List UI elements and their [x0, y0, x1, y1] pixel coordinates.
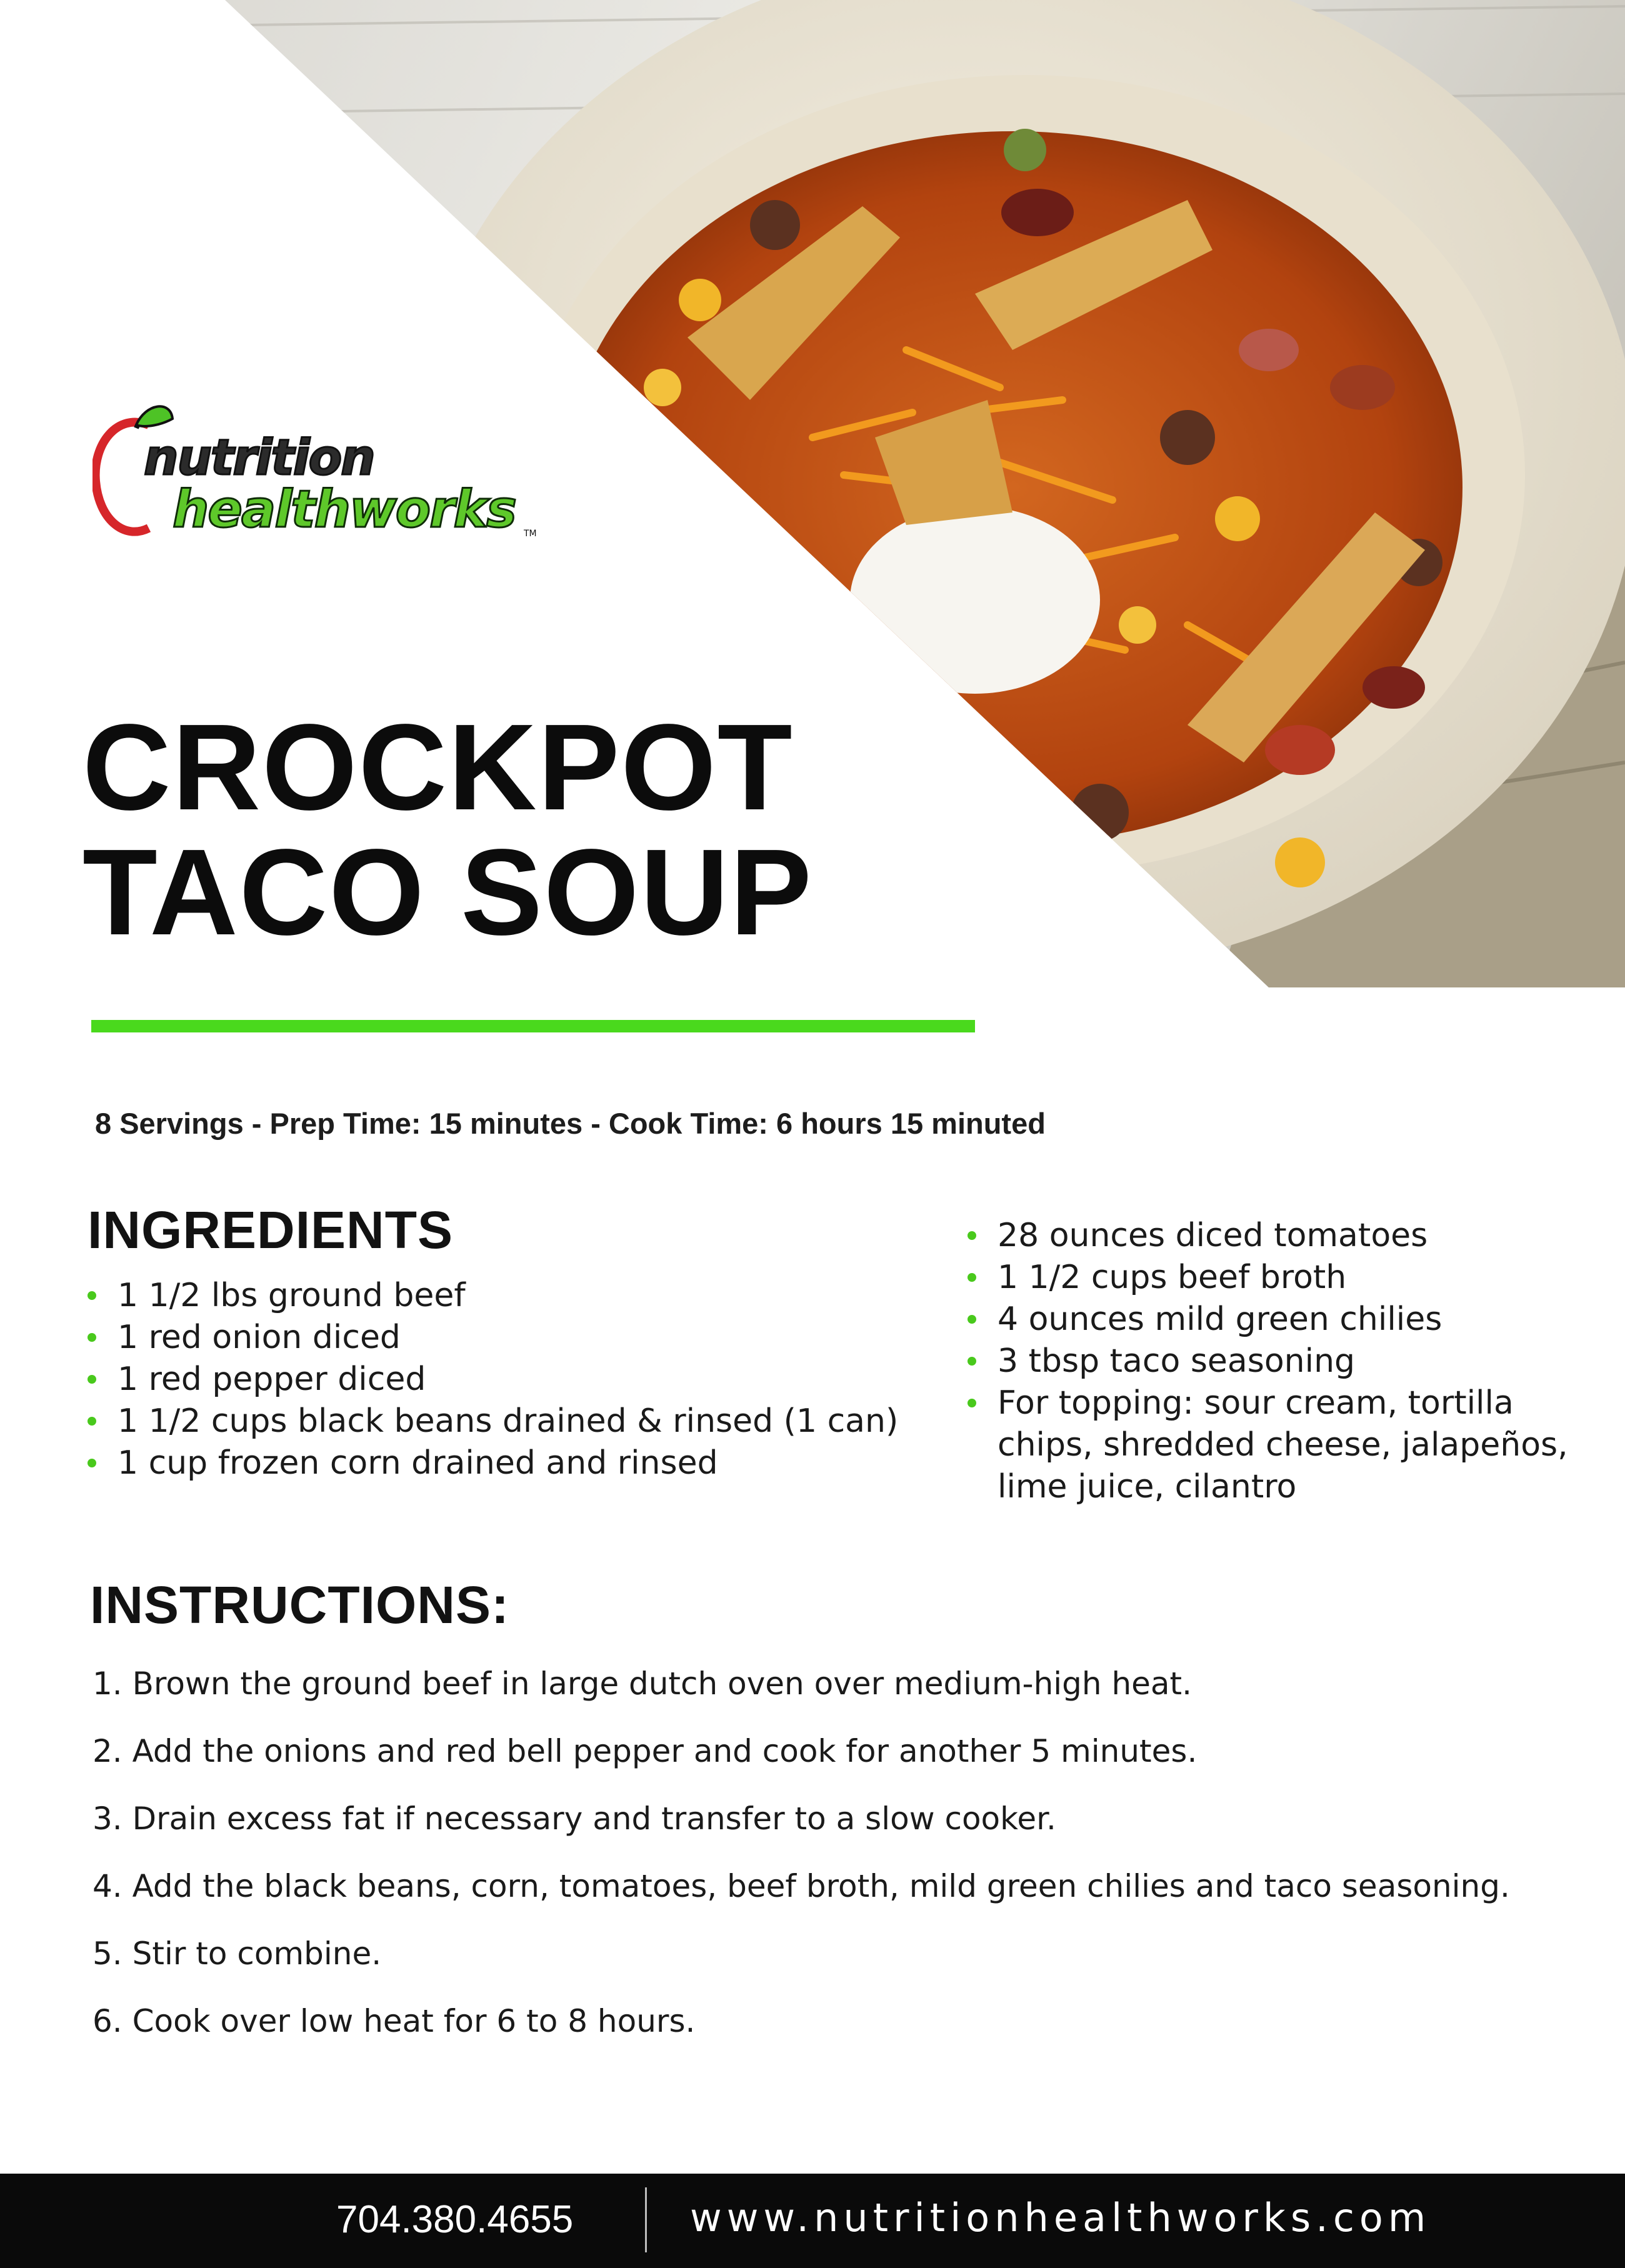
website-link[interactable]: www.nutritionhealthworks.com	[690, 2195, 1431, 2241]
footer-divider	[645, 2187, 647, 2252]
recipe-title-line1: CROCKPOT	[82, 699, 794, 836]
instruction-step: 4. Add the black beans, corn, tomatoes, beef broth, mild green chilies and taco seasoning.	[92, 1868, 1510, 1904]
footer-bar	[0, 2174, 1625, 2268]
recipe-title-line2: TACO SOUP	[82, 824, 813, 961]
recipe-meta: 8 Servings - Prep Time: 15 minutes - Cook Time: 6 hours 15 minuted	[95, 1107, 1046, 1140]
logo-word-nutrition: nutrition	[144, 430, 374, 486]
ingredient-item: 1 1/2 cups black beans drained & rinsed (1 can)	[88, 1401, 975, 1442]
recipe-title	[82, 699, 813, 961]
ingredient-item: For topping: sour cream, tortilla chips, shredded cheese, jalapeños, lime juice, cilantro	[968, 1382, 1605, 1508]
instruction-step: 1. Brown the ground beef in large dutch oven over medium-high heat.	[92, 1666, 1192, 1702]
ingredients-heading: INGREDIENTS	[88, 1201, 454, 1259]
instruction-step: 3. Drain excess fat if necessary and transfer to a slow cooker.	[92, 1801, 1056, 1837]
phone-number[interactable]: 704.380.4655	[336, 2198, 574, 2241]
ingredient-item: 28 ounces diced tomatoes	[968, 1215, 1605, 1257]
instructions-list	[92, 1666, 1568, 2071]
trademark-mark: TM	[524, 529, 537, 539]
instruction-step: 6. Cook over low heat for 6 to 8 hours.	[92, 2003, 696, 2039]
ingredient-item: 4 ounces mild green chilies	[968, 1299, 1605, 1341]
logo-word-healthworks: healthworks	[172, 480, 516, 539]
ingredient-item: 3 tbsp taco seasoning	[968, 1341, 1605, 1382]
ingredient-item: 1 1/2 lbs ground beef	[88, 1275, 975, 1317]
instruction-step: 5. Stir to combine.	[92, 1936, 382, 1972]
ingredients-list-left	[88, 1275, 975, 1484]
ingredient-item: 1 red pepper diced	[88, 1359, 975, 1401]
ingredients-list-right	[968, 1215, 1605, 1508]
ingredient-item: 1 red onion diced	[88, 1317, 975, 1359]
ingredient-item: 1 1/2 cups beef broth	[968, 1257, 1605, 1299]
title-underline	[91, 1020, 975, 1032]
instructions-heading: INSTRUCTIONS:	[90, 1576, 509, 1634]
nutrition-healthworks-logo	[92, 400, 542, 550]
ingredient-item: 1 cup frozen corn drained and rinsed	[88, 1442, 975, 1484]
instruction-step: 2. Add the onions and red bell pepper and cook for another 5 minutes.	[92, 1733, 1198, 1769]
